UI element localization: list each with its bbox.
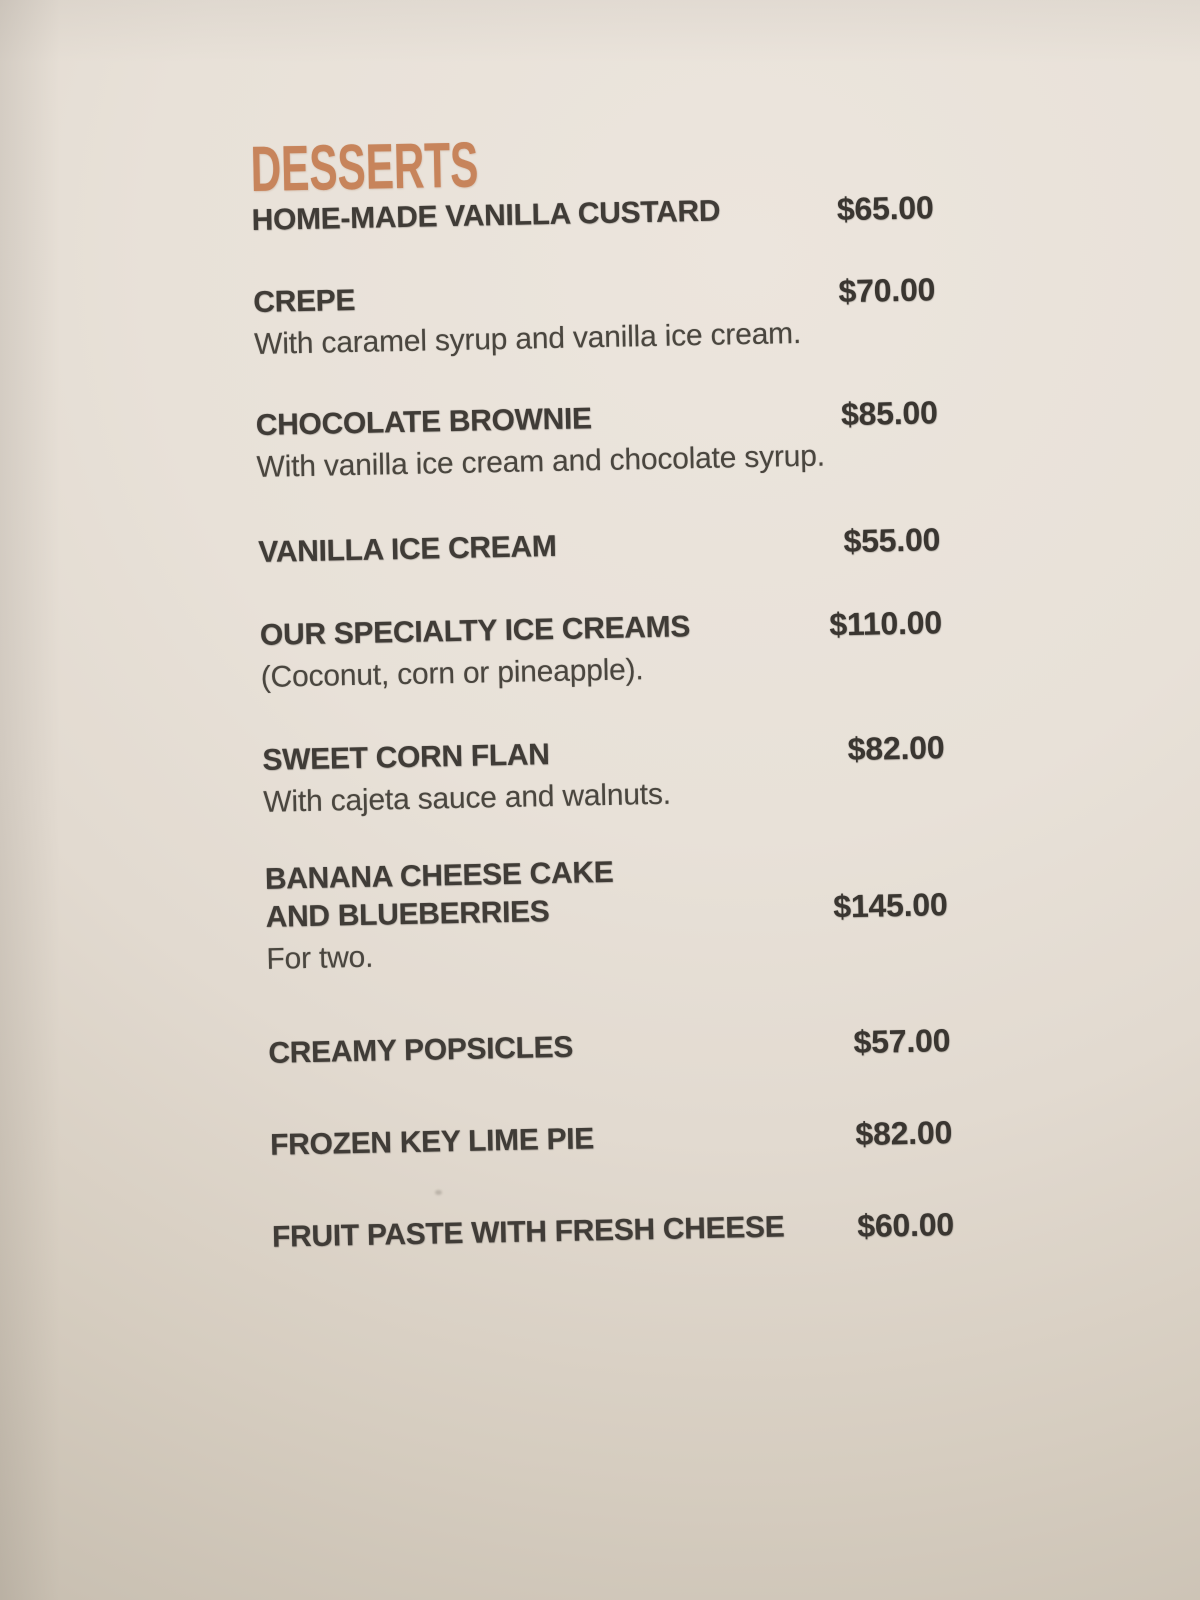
menu-item — [253, 270, 936, 364]
menu-item-price: $65.00 — [836, 189, 934, 228]
menu-item — [262, 728, 945, 822]
menu-item-name: CREPE — [252, 283, 356, 319]
menu-item-name-line2: AND BLUEBERRIES — [265, 895, 550, 934]
menu-item-name: SWEET CORN FLAN — [262, 738, 550, 777]
menu-item-description: For two. — [266, 940, 374, 976]
menu-item — [258, 520, 941, 572]
paper-speck — [435, 1190, 442, 1195]
menu-item-name: FROZEN KEY LIME PIE — [269, 1122, 595, 1162]
menu-item-name-line1: BANANA CHEESE CAKE — [264, 855, 614, 896]
menu-item-name: CREAMY POPSICLES — [268, 1030, 574, 1070]
dessert-menu — [250, 124, 955, 1297]
menu-item — [265, 847, 949, 979]
menu-item — [270, 1113, 953, 1165]
menu-item-price: $70.00 — [838, 271, 936, 310]
menu-item-name: VANILLA ICE CREAM — [257, 529, 557, 569]
menu-item-price: $82.00 — [847, 729, 945, 768]
menu-item-description: With caramel syrup and vanilla ice cream. — [253, 316, 802, 361]
menu-item — [255, 393, 938, 487]
menu-item-name: OUR SPECIALTY ICE CREAMS — [259, 610, 691, 652]
menu-item-price: $57.00 — [853, 1022, 951, 1061]
menu-section-title: DESSERTS — [249, 128, 479, 205]
menu-item-price: $110.00 — [829, 604, 943, 643]
menu-item-price: $82.00 — [855, 1114, 953, 1153]
menu-item — [260, 603, 943, 697]
menu-item-description: With vanilla ice cream and chocolate syrup. — [256, 439, 826, 484]
menu-item-price: $145.00 — [832, 886, 948, 925]
menu-item — [268, 1021, 951, 1073]
menu-item-name: FRUIT PASTE WITH FRESH CHEESE — [271, 1210, 785, 1254]
menu-item-price: $60.00 — [856, 1206, 955, 1245]
menu-item-description: With cajeta sauce and walnuts. — [263, 777, 672, 819]
menu-item-description: (Coconut, corn or pineapple). — [260, 653, 644, 694]
menu-item-price: $55.00 — [843, 521, 941, 560]
menu-item-name: HOME-MADE VANILLA CUSTARD — [251, 194, 721, 237]
menu-item — [272, 1205, 955, 1257]
menu-item-price: $85.00 — [840, 394, 939, 433]
menu-item-name: CHOCOLATE BROWNIE — [255, 402, 593, 442]
